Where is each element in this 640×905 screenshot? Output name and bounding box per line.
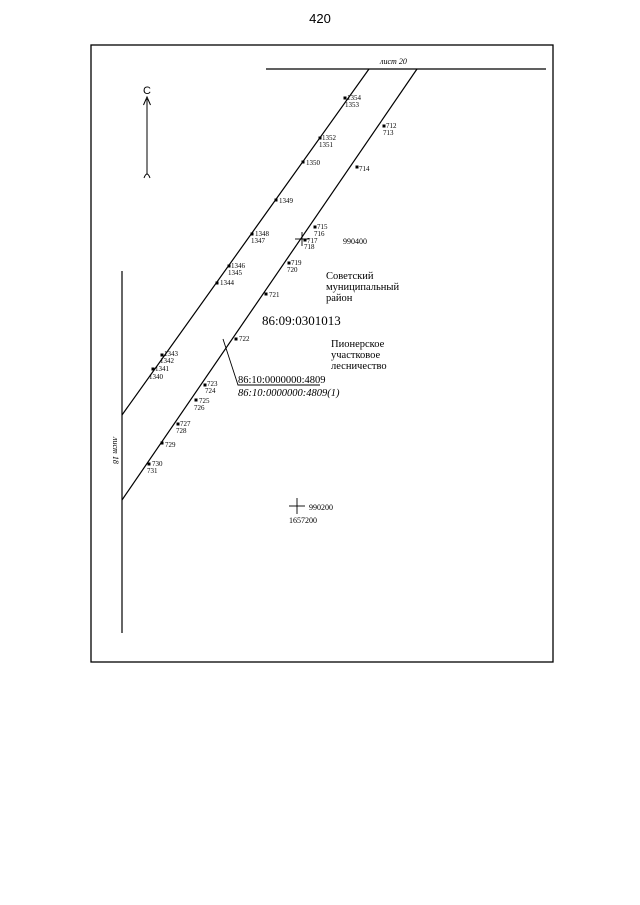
point-label: 1351 <box>319 141 333 149</box>
point-label: 730 <box>152 460 163 468</box>
page-number: 420 <box>309 11 331 26</box>
point-label: 728 <box>176 427 187 435</box>
point-label: 713 <box>383 129 394 137</box>
point-label: 723 <box>207 380 218 388</box>
point-label: 1342 <box>160 357 174 365</box>
forestry-label-1: Пионерское <box>331 339 385 350</box>
point-label: 715 <box>317 223 328 231</box>
grid-cross-2 <box>289 498 305 514</box>
point-label: 1352 <box>322 134 336 142</box>
point-label: 1354 <box>347 94 361 102</box>
parcel-number: 86:10:0000000:4809 <box>238 375 326 386</box>
boundary-point <box>161 442 164 445</box>
point-label: 722 <box>239 335 250 343</box>
point-label: 731 <box>147 467 158 475</box>
point-label: 712 <box>386 122 397 130</box>
boundary-point <box>265 293 268 296</box>
boundary-point <box>275 199 278 202</box>
point-label: 1340 <box>149 373 163 381</box>
forestry-label-2: участковое <box>331 350 381 361</box>
grid-cross-2-x-label: 1657200 <box>289 516 317 525</box>
point-label: 718 <box>304 243 315 251</box>
north-arrow-tail <box>144 174 150 178</box>
boundary-point <box>302 161 305 164</box>
point-label: 1347 <box>251 237 265 245</box>
district-label-3: район <box>326 293 353 304</box>
lower-line-points <box>147 122 400 475</box>
point-label: 720 <box>287 266 298 274</box>
grid-cross-1-label: 990400 <box>343 237 367 246</box>
point-label: 726 <box>194 404 205 412</box>
district-label-1: Советский <box>326 271 374 282</box>
grid-cross-2-y-label: 990200 <box>309 503 333 512</box>
point-label: 1344 <box>220 279 234 287</box>
district-label-2: муниципальный <box>326 282 400 293</box>
point-label: 1341 <box>155 365 169 373</box>
point-label: 724 <box>205 387 216 395</box>
parcel-contour-number: 86:10:0000000:4809(1) <box>238 388 340 399</box>
upper-line-points <box>149 94 362 381</box>
point-label: 1349 <box>279 197 293 205</box>
boundary-point <box>235 338 238 341</box>
point-label: 725 <box>199 397 210 405</box>
boundary-point <box>216 282 219 285</box>
point-label: 1345 <box>228 269 242 277</box>
point-label: 717 <box>307 237 318 245</box>
forestry-label-3: лесничество <box>331 361 387 372</box>
point-label: 719 <box>291 259 302 267</box>
point-label: 1348 <box>255 230 269 238</box>
point-label: 727 <box>180 420 191 428</box>
point-label: 1353 <box>345 101 359 109</box>
sheet-left-label: лист 18 <box>111 437 120 464</box>
north-label: С <box>143 85 151 97</box>
point-label: 721 <box>269 291 280 299</box>
point-label: 1350 <box>306 159 320 167</box>
point-label: 1343 <box>164 350 178 358</box>
boundary-point <box>148 463 151 466</box>
boundary-point <box>195 399 198 402</box>
point-label: 714 <box>359 165 370 173</box>
point-label: 716 <box>314 230 325 238</box>
point-label: 729 <box>165 441 176 449</box>
quarter-number: 86:09:0301013 <box>262 313 341 328</box>
point-label: 1346 <box>231 262 245 270</box>
boundary-point <box>251 233 254 236</box>
sheet-top-label: лист 20 <box>380 57 407 66</box>
